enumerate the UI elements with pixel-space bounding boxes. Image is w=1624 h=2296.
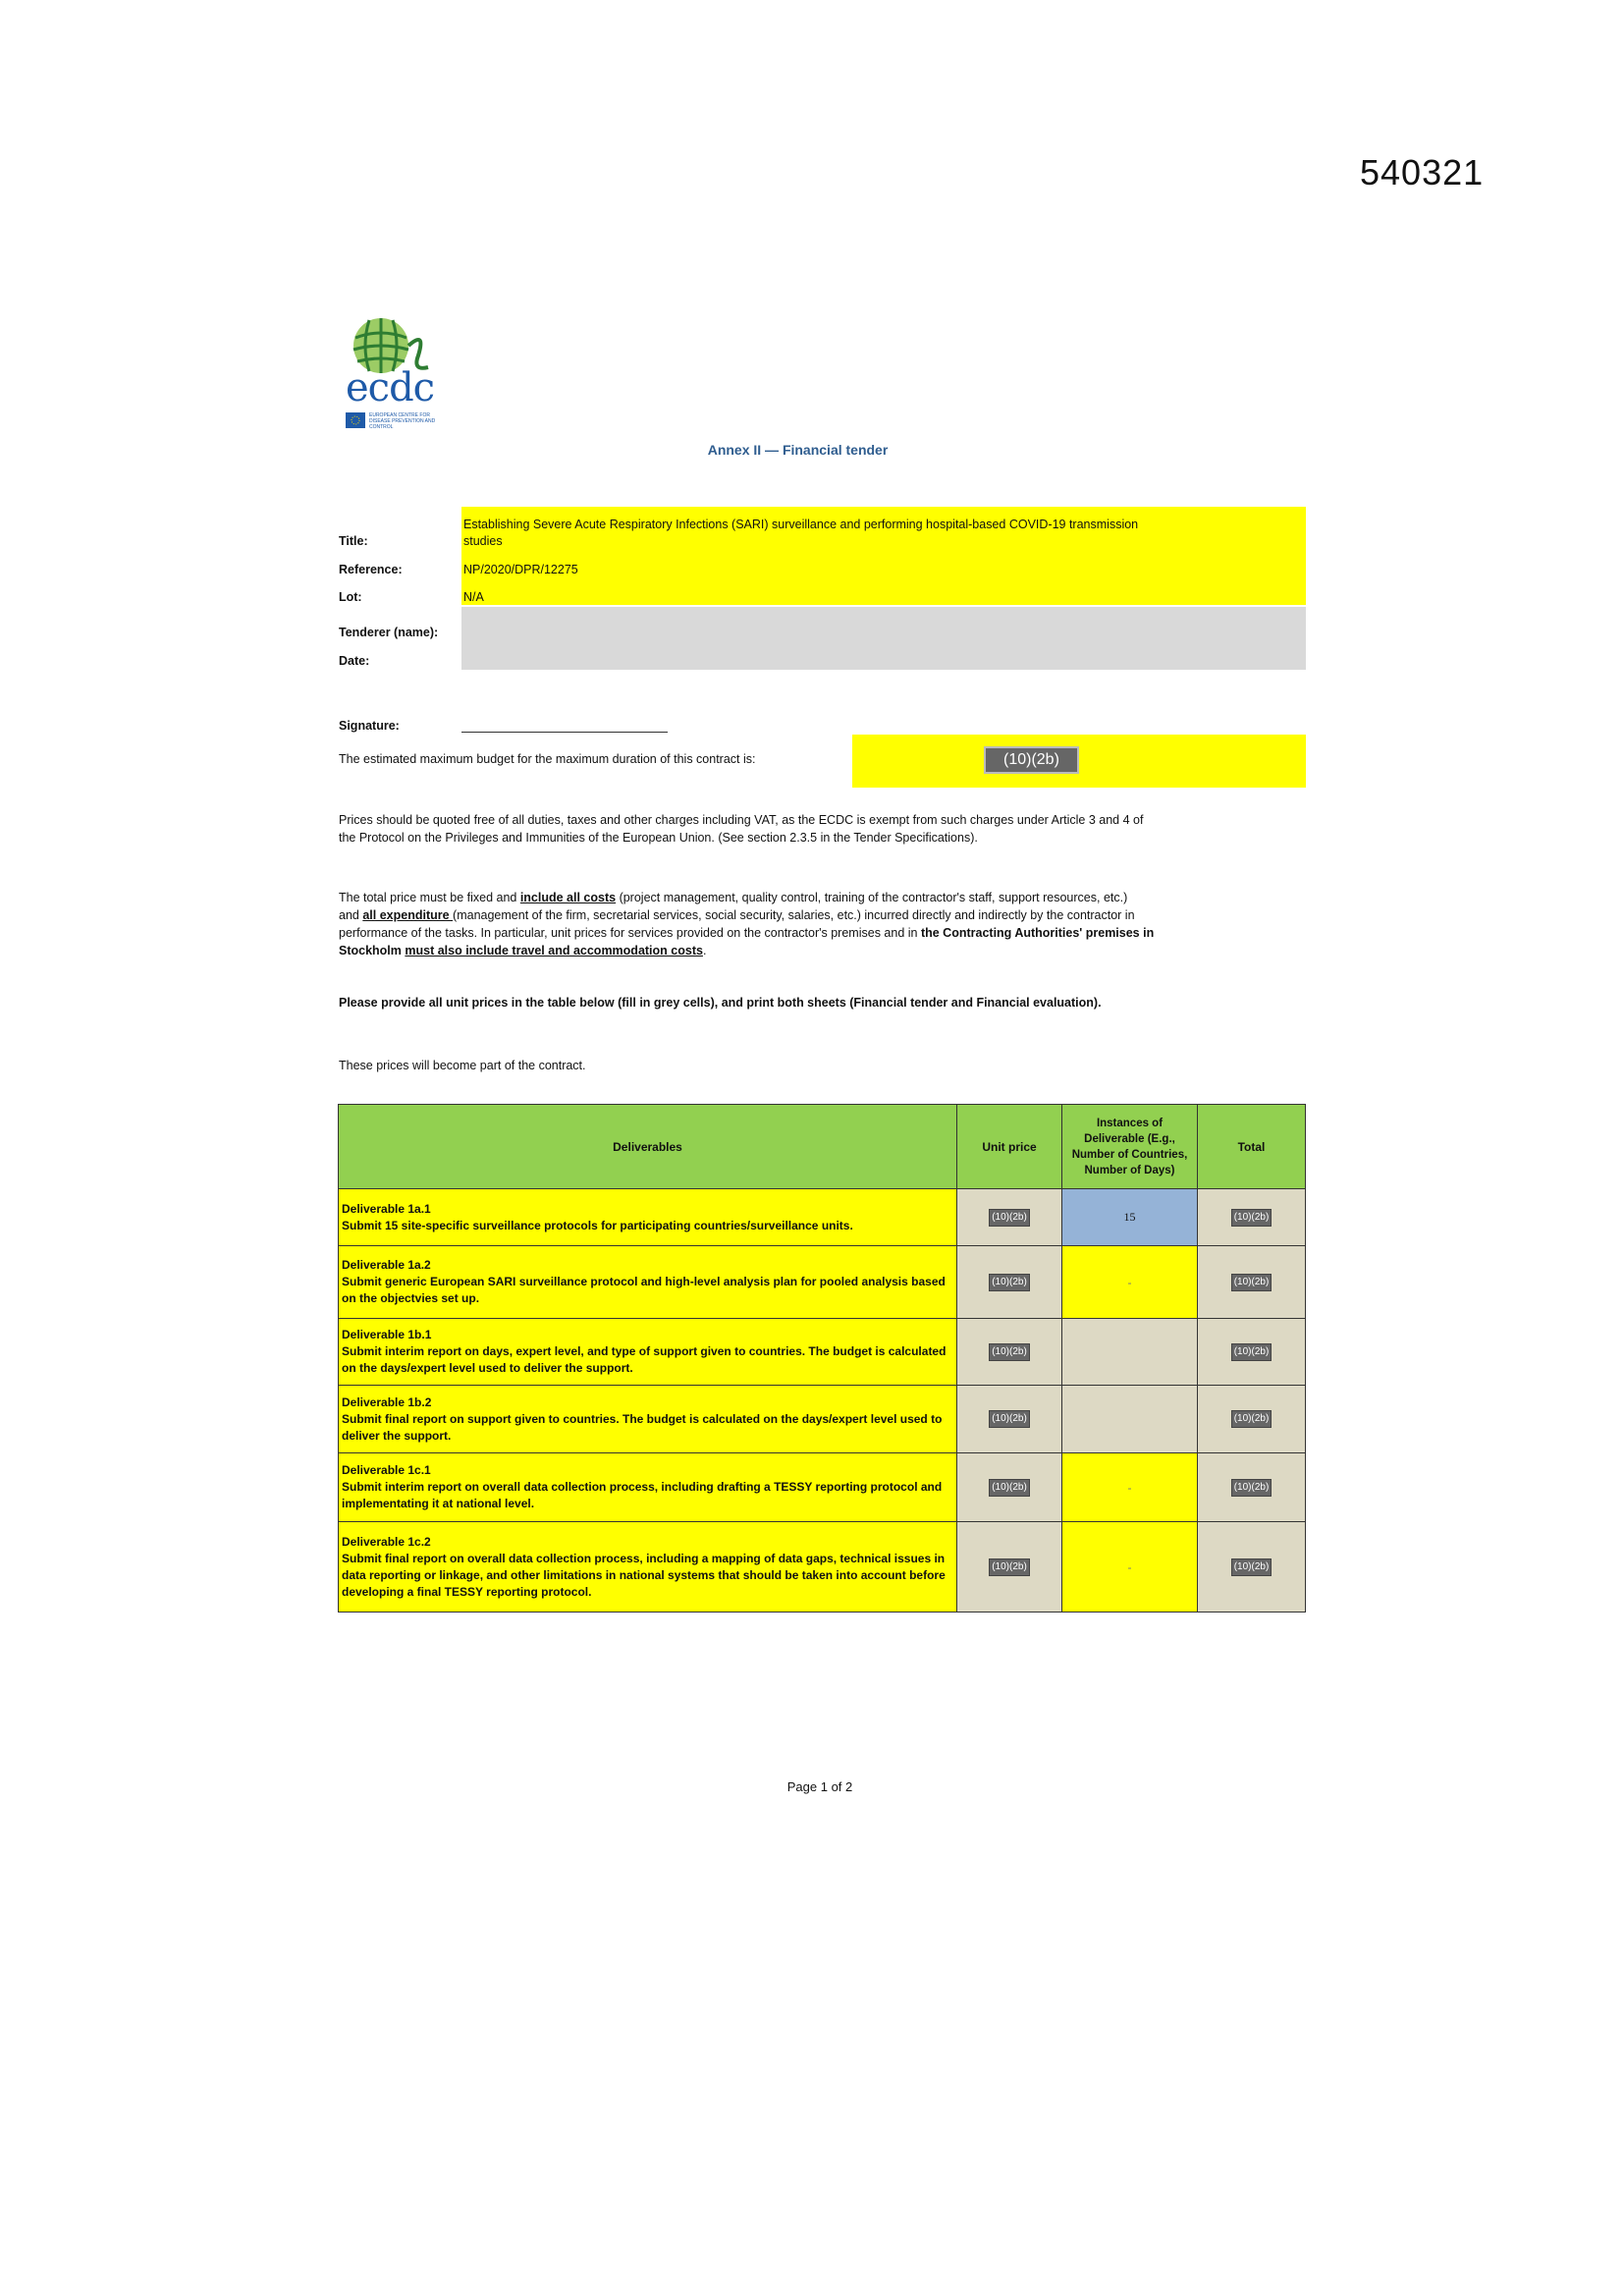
paragraph-contract-part: These prices will become part of the contract.	[339, 1059, 586, 1072]
unit-price-redaction: (10)(2b)	[989, 1479, 1030, 1497]
page-footer: Page 1 of 2	[786, 1779, 853, 1794]
deliverables-table	[338, 1104, 1306, 1613]
deliverable-title: Deliverable 1a.2	[342, 1258, 431, 1272]
instances-cell[interactable]: -	[1062, 1453, 1198, 1522]
deliverable-text: Submit generic European SARI surveillance protocol and high-level analysis plan for pooled analysis based on the objectvies set up.	[342, 1275, 946, 1305]
ecdc-logo	[340, 316, 469, 434]
paragraph-total-price	[339, 889, 1203, 959]
header-total: Total	[1198, 1105, 1306, 1189]
signature-label: Signature:	[339, 719, 400, 733]
budget-redaction: (10)(2b)	[984, 746, 1079, 774]
date-label: Date:	[339, 654, 370, 668]
deliverable-title: Deliverable 1c.1	[342, 1463, 431, 1477]
total-redaction: (10)(2b)	[1231, 1479, 1272, 1497]
reference-label: Reference:	[339, 563, 403, 576]
unit-price-redaction: (10)(2b)	[989, 1343, 1030, 1361]
deliverable-cell	[339, 1246, 957, 1319]
deliverable-title: Deliverable 1c.2	[342, 1534, 431, 1549]
unit-price-redaction: (10)(2b)	[989, 1410, 1030, 1428]
p2-c: (project management, quality control, training of the contractor's staff, support resources, etc.)	[616, 891, 1128, 904]
unit-price-redaction: (10)(2b)	[989, 1274, 1030, 1291]
unit-price-cell[interactable]	[957, 1522, 1062, 1613]
total-cell	[1198, 1319, 1306, 1386]
table-row	[339, 1319, 1306, 1386]
p2-d: and	[339, 908, 363, 922]
total-redaction: (10)(2b)	[1231, 1209, 1272, 1227]
table-header-row	[339, 1105, 1306, 1189]
unit-price-cell[interactable]	[957, 1386, 1062, 1453]
total-cell	[1198, 1189, 1306, 1246]
tenderer-label: Tenderer (name):	[339, 626, 439, 639]
table-row	[339, 1246, 1306, 1319]
table-row	[339, 1189, 1306, 1246]
total-redaction: (10)(2b)	[1231, 1343, 1272, 1361]
deliverable-cell	[339, 1386, 957, 1453]
deliverable-cell	[339, 1522, 957, 1613]
deliverable-text: Submit 15 site-specific surveillance protocols for participating countries/surveillance units.	[342, 1218, 853, 1232]
deliverable-title: Deliverable 1b.2	[342, 1394, 432, 1409]
total-cell	[1198, 1246, 1306, 1319]
unit-price-cell[interactable]	[957, 1319, 1062, 1386]
paragraph-instructions: Please provide all unit prices in the table below (fill in grey cells), and print both sheets (Financial tender and Financial evaluation).	[339, 996, 1102, 1010]
total-redaction: (10)(2b)	[1231, 1410, 1272, 1428]
p2-j: must also include travel and accommodation costs	[405, 944, 703, 957]
deliverable-title: Deliverable 1b.1	[342, 1328, 432, 1341]
total-redaction: (10)(2b)	[1231, 1274, 1272, 1291]
annex-title: Annex II — Financial tender	[707, 442, 889, 458]
reference-value: NP/2020/DPR/12275	[463, 563, 578, 576]
header-deliverables: Deliverables	[339, 1105, 957, 1189]
deliverable-text: Submit final report on overall data collection process, including a mapping of data gaps, technical issues in data reporting or linkage, and other limitations in national systems that should be taken into account before developing a final TESSY reporting protocol.	[342, 1551, 946, 1599]
budget-cell	[852, 735, 1306, 788]
title-value	[463, 517, 1138, 550]
title-value-line1: Establishing Severe Acute Respiratory Infections (SARI) surveillance and performing hospital-based COVID-19 transmission	[463, 518, 1139, 531]
p2-g: performance of the tasks. In particular, unit prices for services provided on the contractor's premises and in	[339, 926, 921, 940]
p2-k: .	[702, 944, 707, 957]
instances-cell[interactable]: -	[1062, 1246, 1198, 1319]
total-cell	[1198, 1386, 1306, 1453]
deliverable-cell	[339, 1453, 957, 1522]
lot-value: N/A	[463, 590, 484, 604]
paragraph-vat-line1: Prices should be quoted free of all duties, taxes and other charges including VAT, as the ECDC is exempt from such charges under Article 3 and 4 of	[339, 813, 1144, 827]
p2-h: the Contracting Authorities' premises in	[920, 926, 1155, 940]
title-label: Title:	[339, 534, 368, 548]
logo-subtitle: EUROPEAN CENTRE FOR DISEASE PREVENTION AND CONTROL	[369, 412, 436, 430]
deliverable-cell	[339, 1189, 957, 1246]
unit-price-cell[interactable]	[957, 1189, 1062, 1246]
p2-i: Stockholm	[339, 944, 406, 957]
deliverable-text: Submit final report on support given to countries. The budget is calculated on the days/expert level used to deliver the support.	[342, 1411, 943, 1443]
unit-price-cell[interactable]	[957, 1453, 1062, 1522]
header-instances: Instances of Deliverable (E.g., Number of Countries, Number of Days)	[1062, 1105, 1198, 1189]
unit-price-redaction: (10)(2b)	[989, 1209, 1030, 1227]
instances-cell[interactable]: -	[1062, 1522, 1198, 1613]
total-redaction: (10)(2b)	[1231, 1558, 1272, 1576]
unit-price-cell[interactable]	[957, 1246, 1062, 1319]
paragraph-vat-line2: the Protocol on the Privileges and Immunities of the European Union. (See section 2.3.5 in the Tender Specifications).	[339, 831, 978, 845]
p2-f: (management of the firm, secretarial services, social security, salaries, etc.) incurred directly and indirectly by the contractor in	[453, 908, 1135, 922]
budget-text: The estimated maximum budget for the maximum duration of this contract is:	[339, 752, 756, 766]
total-cell	[1198, 1453, 1306, 1522]
instances-cell[interactable]	[1062, 1386, 1198, 1453]
p2-b: include all costs	[519, 891, 617, 904]
deliverable-title: Deliverable 1a.1	[342, 1201, 431, 1216]
deliverable-cell	[339, 1319, 957, 1386]
p2-e: all expenditure	[362, 908, 454, 922]
unit-price-redaction: (10)(2b)	[989, 1558, 1030, 1576]
instances-cell[interactable]: 15	[1062, 1189, 1198, 1246]
logo-wordmark: ecdc	[346, 365, 435, 410]
paragraph-vat	[339, 811, 1203, 847]
header-unit-price: Unit price	[957, 1105, 1062, 1189]
deliverable-text: Submit interim report on overall data collection process, including drafting a TESSY reporting protocol and implementating it at national level.	[342, 1480, 943, 1510]
lot-label: Lot:	[339, 590, 362, 604]
deliverable-text: Submit interim report on days, expert level, and type of support given to countries. The budget is calculated on the days/expert level used to deliver the support.	[342, 1344, 947, 1375]
document-number: 540321	[1360, 152, 1485, 192]
instances-cell[interactable]	[1062, 1319, 1198, 1386]
table-row	[339, 1386, 1306, 1453]
table-row	[339, 1453, 1306, 1522]
tenderer-input-area[interactable]	[461, 607, 1306, 670]
total-cell	[1198, 1522, 1306, 1613]
title-value-line2: studies	[463, 534, 503, 548]
signature-line	[461, 732, 668, 733]
table-row	[339, 1522, 1306, 1613]
p2-a: The total price must be fixed and	[339, 891, 520, 904]
